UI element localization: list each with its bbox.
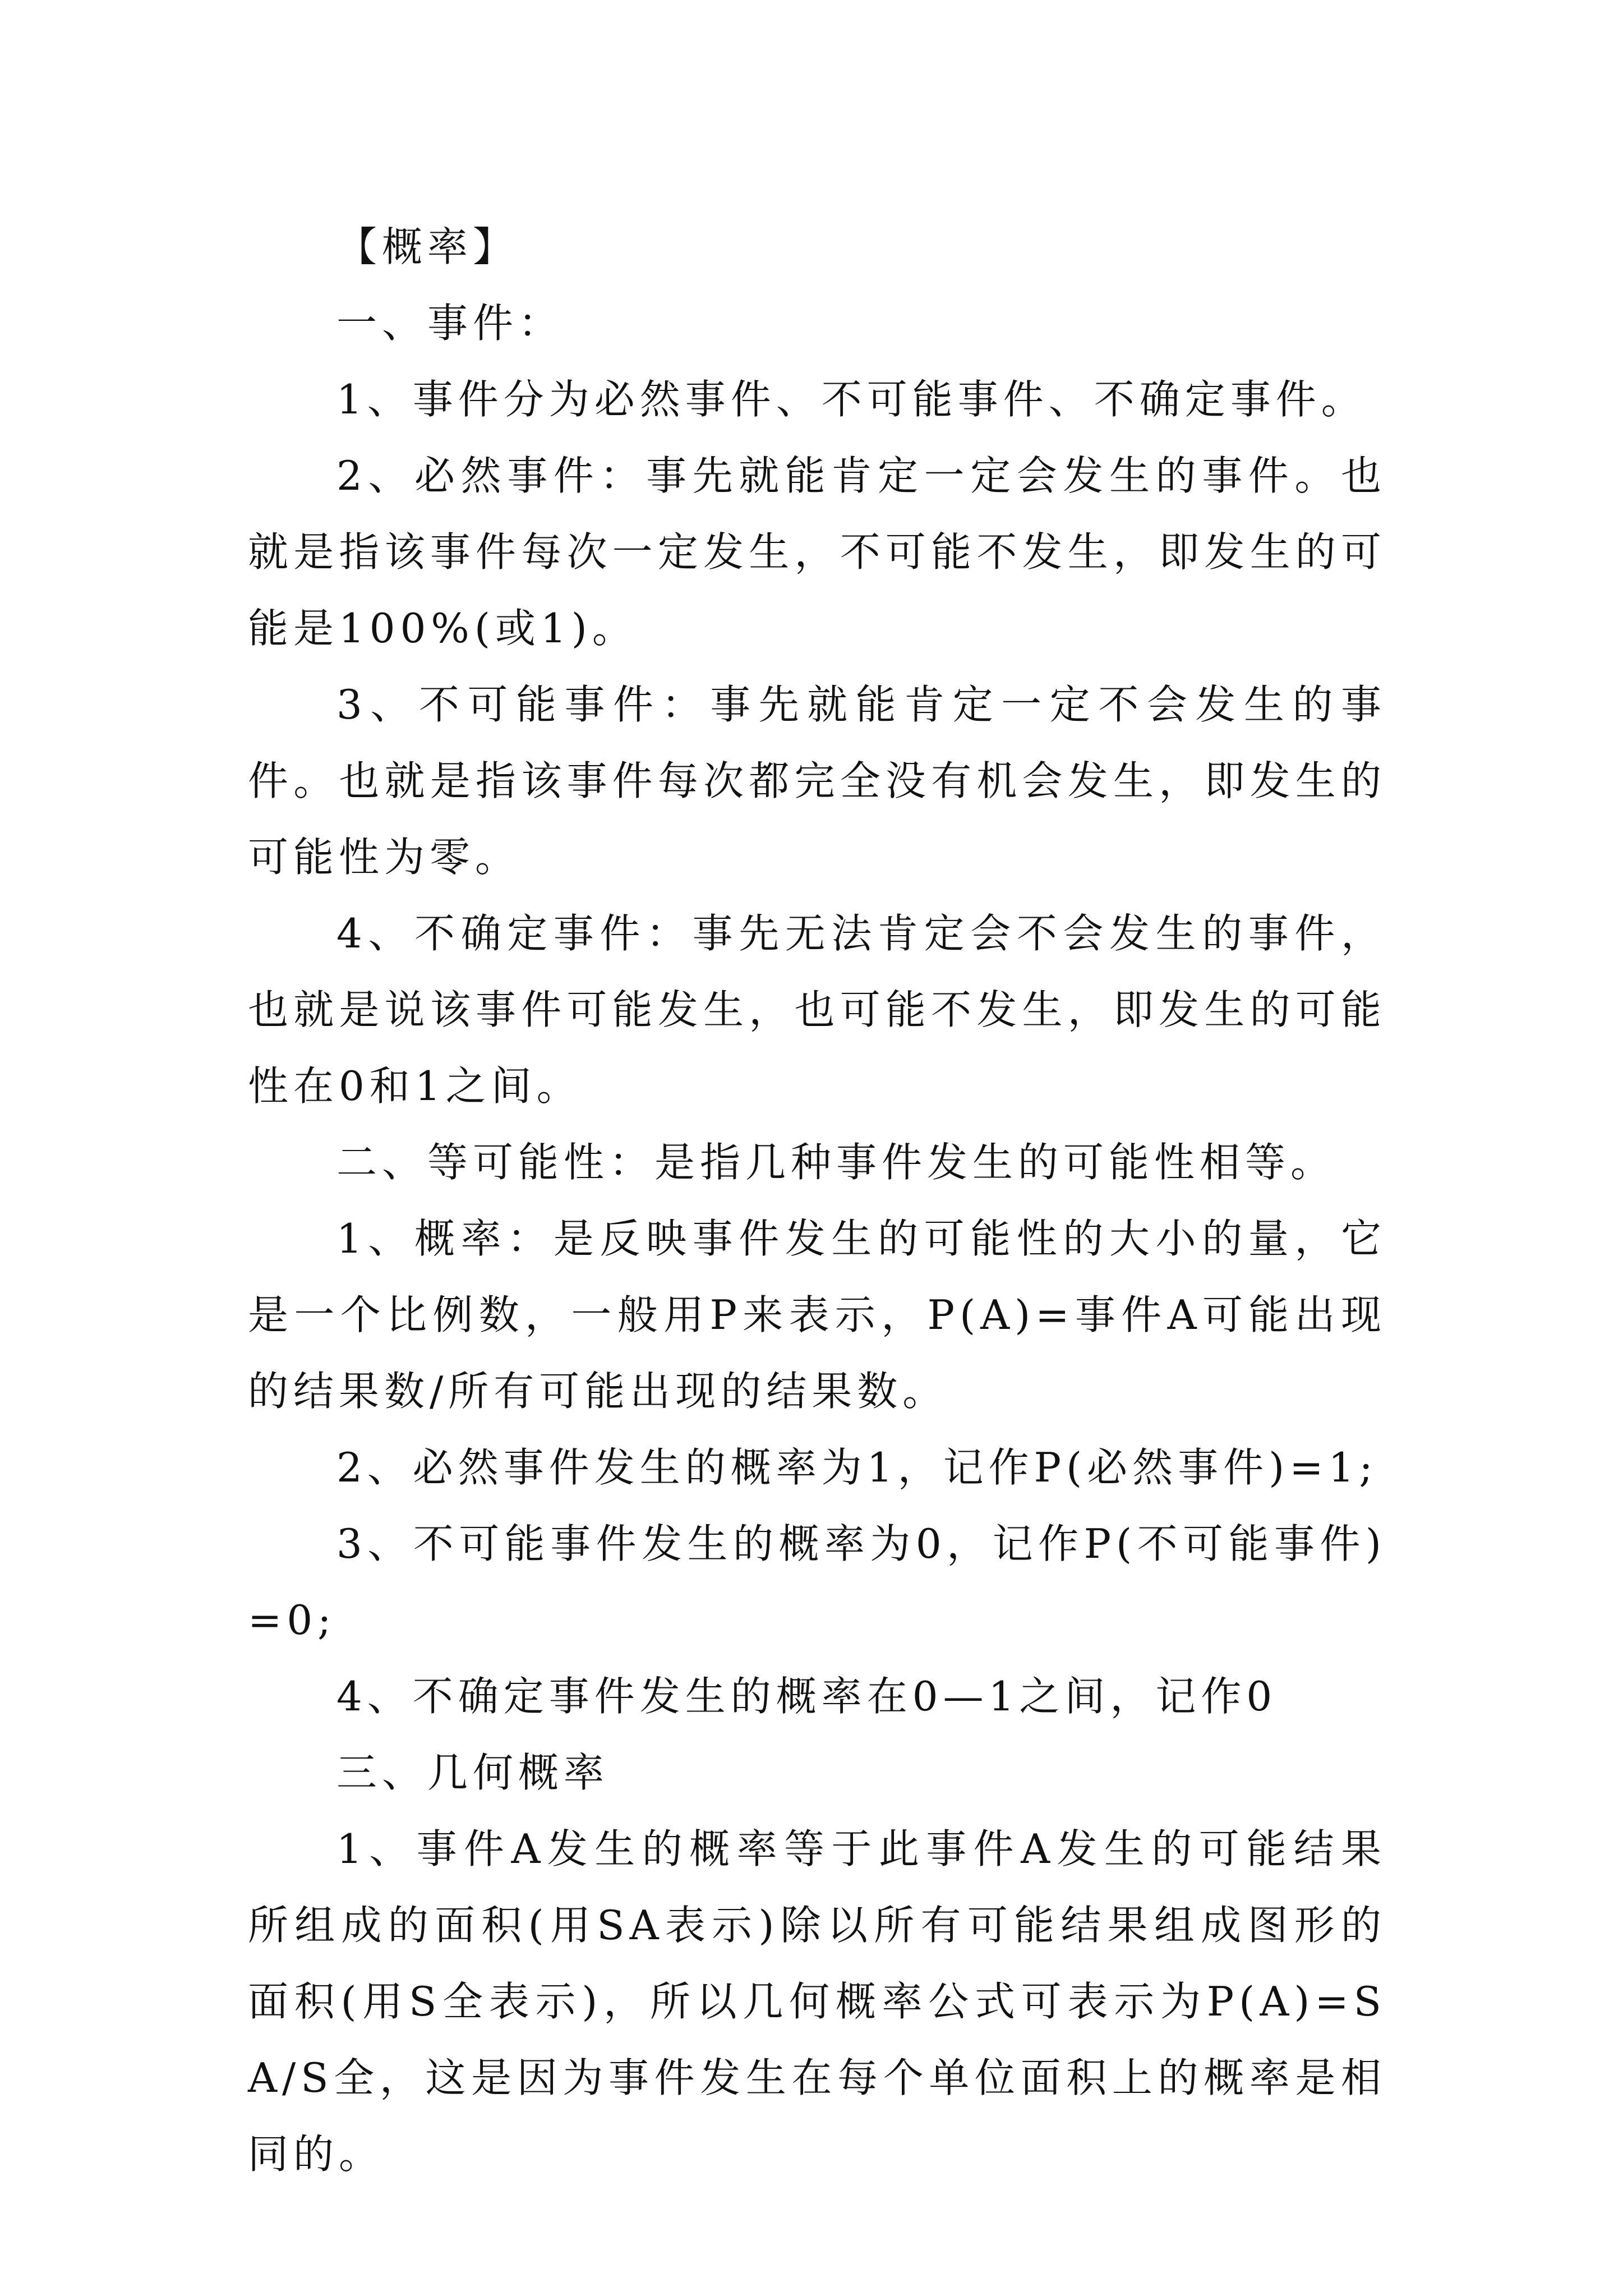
paragraph-impossible-probability: 3、不可能事件发生的概率为0，记作P(不可能事件)=0; <box>248 1520 1386 1644</box>
paragraph-event-types: 1、事件分为必然事件、不可能事件、不确定事件。 <box>336 376 1367 423</box>
paragraph-certain-event: 2、必然事件：事先就能肯定一定会发生的事件。也就是指该事件每次一定发生，不可能不发生，即发生的可能是100%(或1)。 <box>248 452 1386 652</box>
document-body <box>248 209 1386 2192</box>
paragraph-certain-probability: 2、必然事件发生的概率为1，记作P(必然事件)=1; <box>336 1444 1378 1491</box>
paragraph-probability-definition: 1、概率：是反映事件发生的可能性的大小的量，它是一个比例数，一般用P来表示，P(A)=事件A可能出现的结果数/所有可能出现的结果数。 <box>248 1215 1386 1415</box>
section-heading-probability: 【概率】 <box>336 223 519 270</box>
paragraph-impossible-event: 3、不可能事件：事先就能肯定一定不会发生的事件。也就是指该事件每次都完全没有机会发生，即发生的可能性为零。 <box>248 681 1386 881</box>
section-heading-geometric-probability: 三、几何概率 <box>336 1749 610 1796</box>
paragraph-uncertain-probability: 4、不确定事件发生的概率在0—1之间，记作0 <box>336 1673 1278 1720</box>
paragraph-uncertain-event: 4、不确定事件：事先无法肯定会不会发生的事件，也就是说该事件可能发生，也可能不发生，即发生的可能性在0和1之间。 <box>248 910 1386 1110</box>
section-heading-equal-likelihood: 二、等可能性：是指几种事件发生的可能性相等。 <box>336 1139 1336 1186</box>
section-heading-events: 一、事件： <box>336 300 564 347</box>
paragraph-geometric-probability: 1、事件A发生的概率等于此事件A发生的可能结果所组成的面积(用SA表示)除以所有可能结果组成图形的面积(用S全表示)，所以几何概率公式可表示为P(A)=SA/S全，这是因为事件发生在每个单位面积上的概率是相同的。 <box>248 1825 1386 2178</box>
